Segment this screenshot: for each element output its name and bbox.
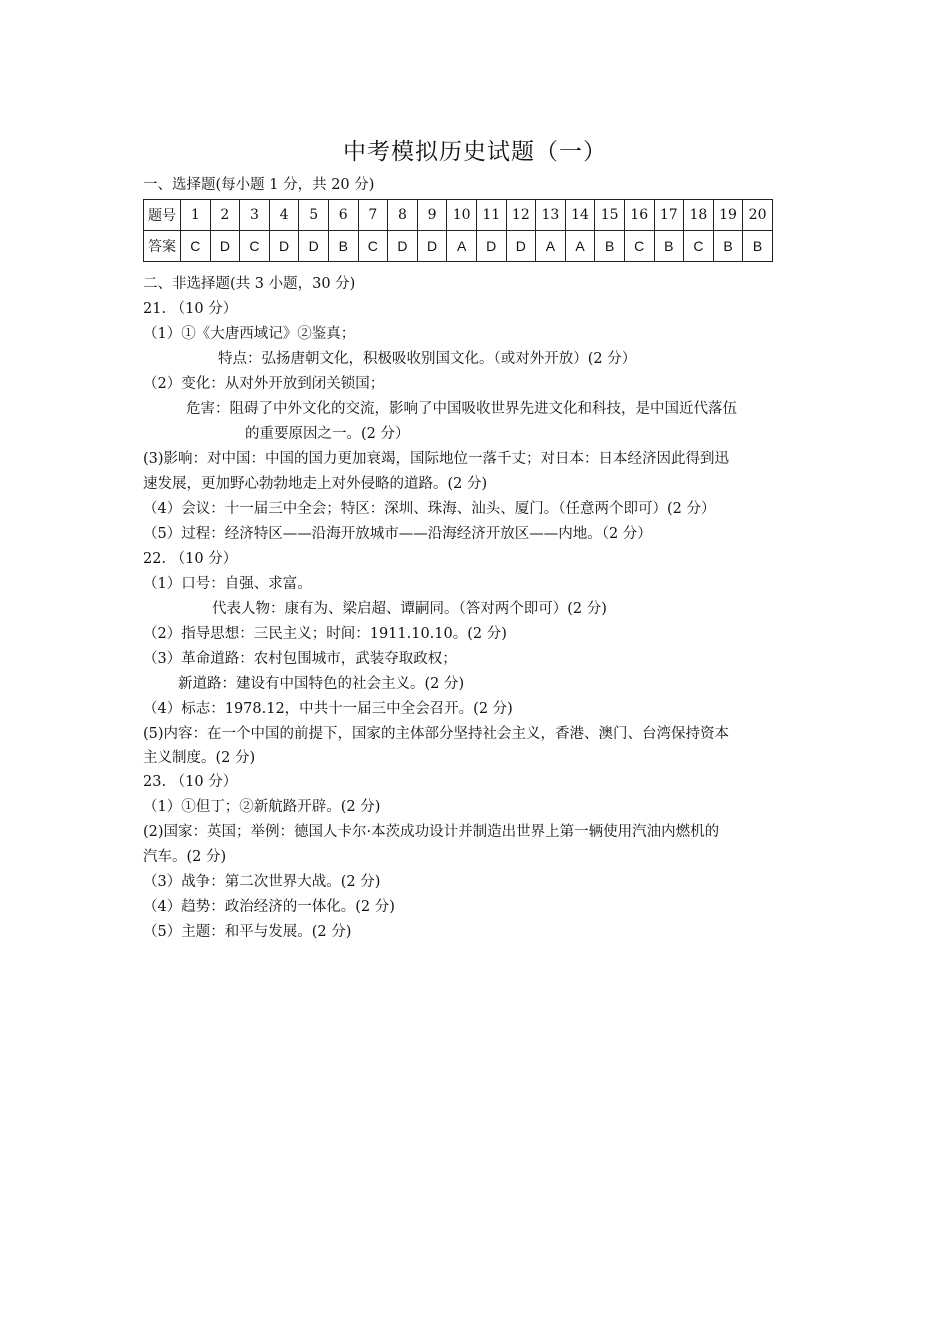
q21-line-5: 的重要原因之一。(2 分） xyxy=(245,426,410,442)
q22-line-7: (5)内容：在一个中国的前提下，国家的主体部分坚持社会主义，香港、澳门、台湾保持资本 xyxy=(143,726,730,742)
q23-header: 23. （10 分） xyxy=(143,774,238,790)
answer-row xyxy=(144,231,773,262)
answer-cell: B xyxy=(743,231,773,262)
answer-cell: D xyxy=(417,231,447,262)
question-number-cell: 5 xyxy=(299,200,329,231)
q21-header: 21. （10 分） xyxy=(143,301,238,317)
answer-cell: A xyxy=(565,231,595,262)
question-number-cell: 14 xyxy=(565,200,595,231)
q21-line-6: (3)影响：对中国：中国的国力更加衰竭，国际地位一落千丈；对日本：日本经济因此得到迅 xyxy=(143,451,730,467)
question-number-cell: 11 xyxy=(476,200,506,231)
question-number-cell: 12 xyxy=(506,200,536,231)
q23-line-3: 汽车。(2 分) xyxy=(143,849,227,865)
page-title: 中考模拟历史试题（一） xyxy=(343,139,607,165)
q21-line-1: （1）①《大唐西域记》②鉴真； xyxy=(143,326,356,342)
section1-heading: 一、选择题(每小题 1 分，共 20 分) xyxy=(143,177,375,193)
q21-line-8: （4）会议：十一届三中全会；特区：深圳、珠海、汕头、厦门。（任意两个即可）(2 分） xyxy=(143,501,716,517)
answer-cell: C xyxy=(358,231,388,262)
answer-cell: C xyxy=(181,231,211,262)
q21-line-2: 特点：弘扬唐朝文化，积极吸收别国文化。（或对外开放）(2 分） xyxy=(218,351,637,367)
question-number-cell: 8 xyxy=(388,200,418,231)
question-number-cell: 2 xyxy=(210,200,240,231)
question-number-cell: 16 xyxy=(624,200,654,231)
q21-line-9: （5）过程：经济特区——沿海开放城市——沿海经济开放区——内地。（2 分） xyxy=(143,526,652,542)
q22-header: 22. （10 分） xyxy=(143,551,238,567)
question-number-cell: 6 xyxy=(328,200,358,231)
answer-cell: B xyxy=(713,231,743,262)
answer-cell: A xyxy=(536,231,566,262)
question-number-cell: 1 xyxy=(181,200,211,231)
question-number-cell: 13 xyxy=(536,200,566,231)
answer-cell: D xyxy=(210,231,240,262)
q23-line-6: （5）主题：和平与发展。(2 分) xyxy=(143,924,352,940)
question-number-row xyxy=(144,200,773,231)
answer-cell: D xyxy=(506,231,536,262)
question-number-cell: 3 xyxy=(240,200,270,231)
answer-cell: D xyxy=(388,231,418,262)
question-number-cell: 10 xyxy=(447,200,477,231)
q22-line-5: 新道路：建设有中国特色的社会主义。(2 分) xyxy=(178,676,465,692)
answer-cell: C xyxy=(624,231,654,262)
q21-line-7: 速发展，更加野心勃勃地走上对外侵略的道路。(2 分) xyxy=(143,476,488,492)
answer-cell: D xyxy=(476,231,506,262)
row-header-answer: 答案 xyxy=(144,231,181,262)
q23-line-5: （4）趋势：政治经济的一体化。(2 分) xyxy=(143,899,395,915)
row-header-question: 题号 xyxy=(144,200,181,231)
answer-cell: C xyxy=(240,231,270,262)
question-number-cell: 15 xyxy=(595,200,625,231)
question-number-cell: 7 xyxy=(358,200,388,231)
answer-cell: D xyxy=(299,231,329,262)
question-number-cell: 4 xyxy=(269,200,299,231)
answer-cell: B xyxy=(654,231,684,262)
q21-line-4: 危害：阻碍了中外文化的交流，影响了中国吸收世界先进文化和科技，是中国近代落伍 xyxy=(186,401,737,417)
answer-cell: D xyxy=(269,231,299,262)
q22-line-6: （4）标志：1978.12，中共十一届三中全会召开。(2 分) xyxy=(143,701,513,717)
question-number-cell: 19 xyxy=(713,200,743,231)
q22-line-4: （3）革命道路：农村包围城市，武装夺取政权； xyxy=(143,651,457,667)
question-number-cell: 9 xyxy=(417,200,447,231)
answer-cell: B xyxy=(595,231,625,262)
q22-line-3: （2）指导思想：三民主义；时间：1911.10.10。(2 分) xyxy=(143,626,507,642)
q22-line-8: 主义制度。(2 分) xyxy=(143,750,256,766)
q22-line-1: （1）口号：自强、求富。 xyxy=(143,576,312,592)
q23-line-1: （1）①但丁；②新航路开辟。(2 分) xyxy=(143,799,381,815)
question-number-cell: 17 xyxy=(654,200,684,231)
question-number-cell: 20 xyxy=(743,200,773,231)
q23-line-2: (2)国家：英国；举例：德国人卡尔·本茨成功设计并制造出世界上第一辆使用汽油内燃机的 xyxy=(143,824,720,840)
q21-line-3: （2）变化：从对外开放到闭关锁国； xyxy=(143,376,385,392)
q23-line-4: （3）战争：第二次世界大战。(2 分) xyxy=(143,874,381,890)
section2-heading: 二、非选择题(共 3 小题，30 分) xyxy=(143,276,356,292)
answer-cell: B xyxy=(328,231,358,262)
q22-line-2: 代表人物：康有为、梁启超、谭嗣同。（答对两个即可）(2 分) xyxy=(212,601,607,617)
answer-cell: A xyxy=(447,231,477,262)
question-number-cell: 18 xyxy=(684,200,714,231)
answer-table xyxy=(143,199,773,262)
answer-cell: C xyxy=(684,231,714,262)
